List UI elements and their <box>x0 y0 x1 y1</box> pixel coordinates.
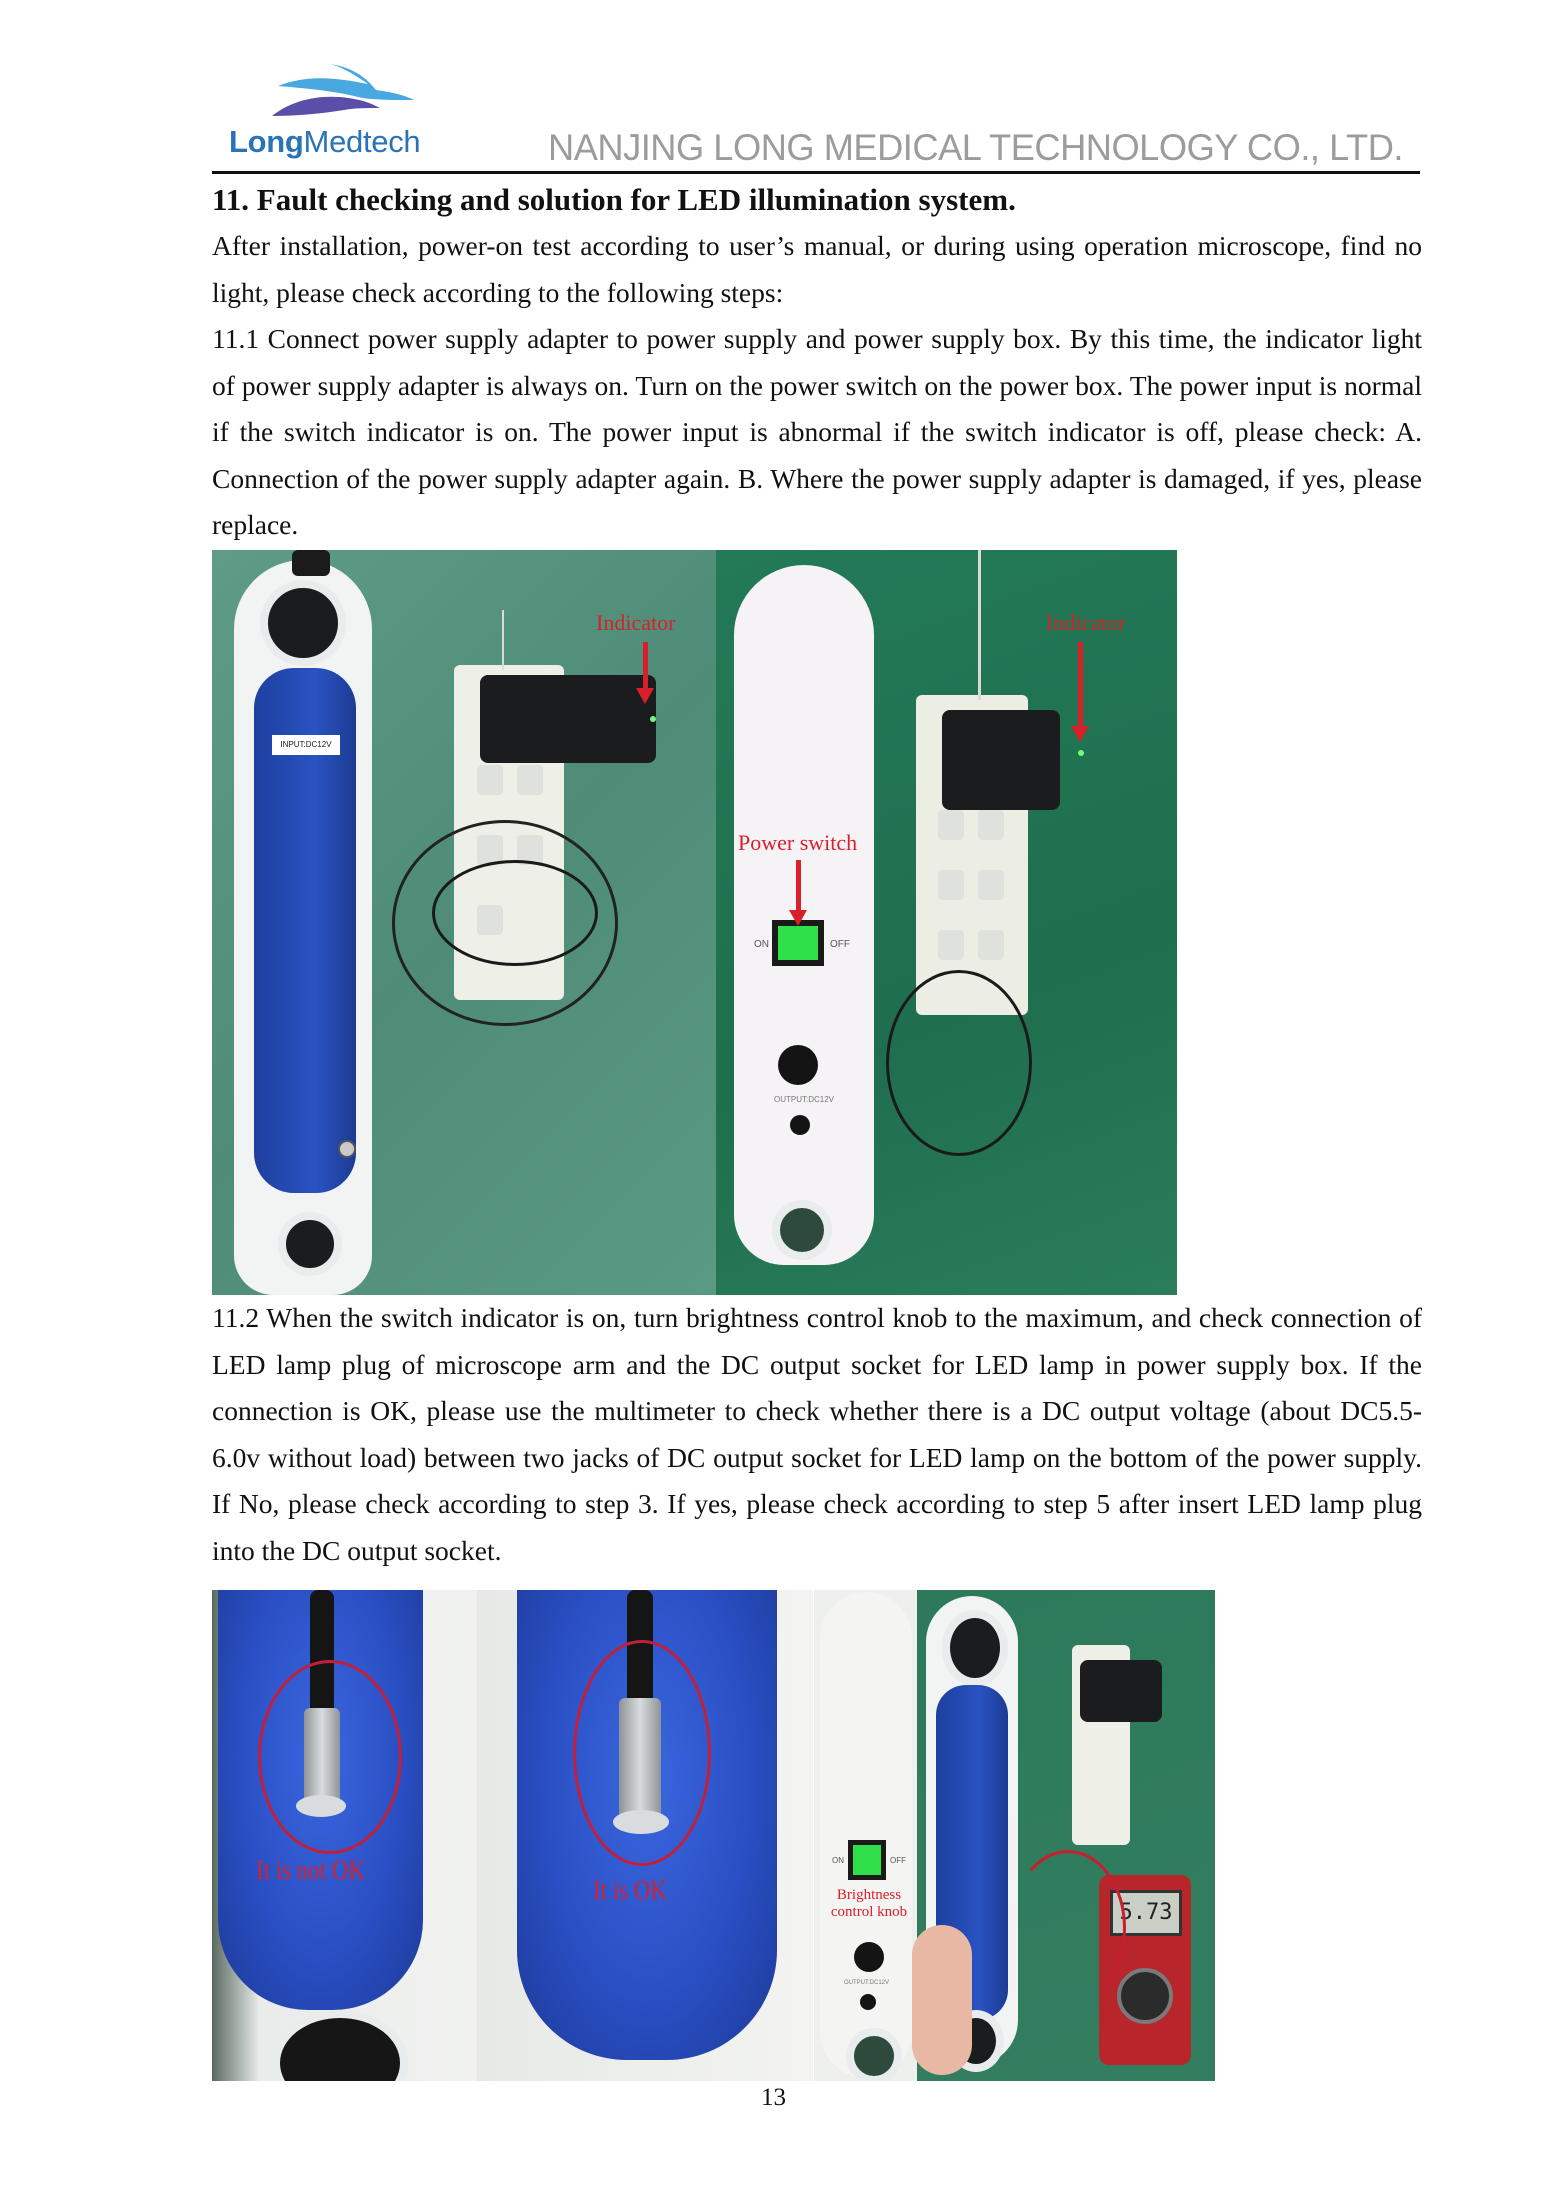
arm-bottom-hole <box>272 2010 408 2081</box>
figure-connection-check-photo <box>212 1590 1215 2081</box>
outlet <box>938 930 964 960</box>
power-switch-arrow-icon <box>796 860 801 912</box>
brightness-knob <box>778 1045 818 1085</box>
section-title: 11. Fault checking and solution for LED illumination system. <box>212 182 1016 217</box>
arm-top-hole <box>260 580 346 666</box>
wave-bird-logo-icon <box>268 64 418 126</box>
adapter-indicator-led <box>650 716 656 722</box>
outlet <box>978 870 1004 900</box>
indicator-arrow-icon <box>1078 642 1083 728</box>
switch-off-label: OFF <box>890 1856 906 1865</box>
highlight-circle <box>258 1660 402 1854</box>
logo-wordmark <box>229 124 420 160</box>
step-11-2-paragraph: 11.2 When the switch indicator is on, turn brightness control knob to the maximum, and check connection of LED lamp plug of microscope arm and the DC output socket for LED lamp in power supply box. If the connection is OK, please use the multimeter to check whether there is a DC output voltage (about DC5.5-6.0v without load) between two jacks of DC output socket for LED lamp on the bottom of the power supply. If No, please check according to step 3. If yes, please check according to step 5 after insert LED lamp plug into the DC output socket. <box>212 1302 1422 1566</box>
adapter-indicator-led <box>1078 750 1084 756</box>
company-logo <box>226 62 446 167</box>
switch-off-label: OFF <box>830 939 850 950</box>
brightness-knob <box>854 1942 884 1972</box>
header-divider <box>212 171 1420 174</box>
box-bottom-hole <box>846 2028 902 2081</box>
output-label: OUTPUT:DC12V <box>844 1980 890 1986</box>
multimeter-dial <box>1117 1968 1173 2024</box>
power-adapter <box>480 675 656 763</box>
indicator-callout: Indicator <box>596 610 676 635</box>
outlet <box>517 765 543 795</box>
adapter-cable-loop <box>392 820 618 1026</box>
box-bottom-hole <box>772 1200 832 1260</box>
adapter-cable <box>886 970 1032 1156</box>
arm-top-hole <box>942 1610 1008 1686</box>
outlet <box>978 930 1004 960</box>
outlet <box>938 870 964 900</box>
brightness-knob-callout <box>826 1887 912 1921</box>
step-11-1-paragraph: 11.1 Connect power supply adapter to power supply and power supply box. By this time, the indicator light of power supply adapter is always on. Turn on the power switch on the power box. The power input is normal if the switch indicator is on. The power input is abnormal if the switch indicator is off, please check: A. Connection of the power supply adapter again. B. Where the power supply adapter is damaged, if yes, please replace. <box>212 323 1422 541</box>
photo-panel-arm-and-adapter <box>212 550 716 1295</box>
callout-line-1: Brightness <box>836 1887 902 1903</box>
figure-power-supply-photo <box>212 550 1177 1295</box>
logo-brand-bold: Long <box>229 124 304 159</box>
indicator-callout: Indicator <box>1046 610 1126 635</box>
lamp-socket <box>338 1140 356 1158</box>
power-cord <box>978 550 981 700</box>
hand <box>912 1925 972 2075</box>
callout-line-2: control knob <box>830 1904 908 1920</box>
output-label: OUTPUT:DC12V <box>774 1095 835 1104</box>
power-switch-callout: Power switch <box>738 830 858 855</box>
outlet <box>477 765 503 795</box>
highlight-circle <box>573 1640 711 1866</box>
power-cord <box>502 610 504 670</box>
intro-paragraph: After installation, power-on test according to user’s manual, or during using operation microscope, find no light, please check according to the following steps: <box>212 230 1422 308</box>
arm-bottom-hole <box>278 1212 342 1276</box>
indicator-arrow-icon <box>643 642 648 690</box>
outlet <box>938 810 964 840</box>
power-switch-light <box>853 1845 881 1875</box>
company-name: NANJING LONG MEDICAL TECHNOLOGY CO., LTD. <box>548 127 1404 168</box>
photo-panel-multimeter <box>814 1590 1215 2081</box>
power-adapter <box>942 710 1060 810</box>
photo-panel-ok <box>477 1590 813 2081</box>
power-switch-light <box>778 926 818 960</box>
input-label: INPUT:DC12V <box>272 735 340 755</box>
page-number: 13 <box>761 2084 786 2111</box>
photo-panel-not-ok <box>212 1590 477 2081</box>
probe-lead-red <box>1010 1850 1126 2006</box>
outlet <box>978 810 1004 840</box>
switch-on-label: ON <box>832 1856 844 1865</box>
switch-on-label: ON <box>754 939 769 950</box>
not-ok-caption: It is not OK <box>256 1855 366 1885</box>
photo-panel-power-box <box>716 550 1177 1295</box>
power-adapter <box>1080 1660 1162 1722</box>
arm-knob <box>292 550 330 576</box>
logo-brand-regular: Medtech <box>303 124 421 159</box>
dc-output-socket <box>790 1115 810 1135</box>
multimeter-display: 5.73 <box>1110 1890 1182 1936</box>
dc-output-socket <box>860 1994 876 2010</box>
ok-caption: It is OK <box>593 1875 667 1905</box>
